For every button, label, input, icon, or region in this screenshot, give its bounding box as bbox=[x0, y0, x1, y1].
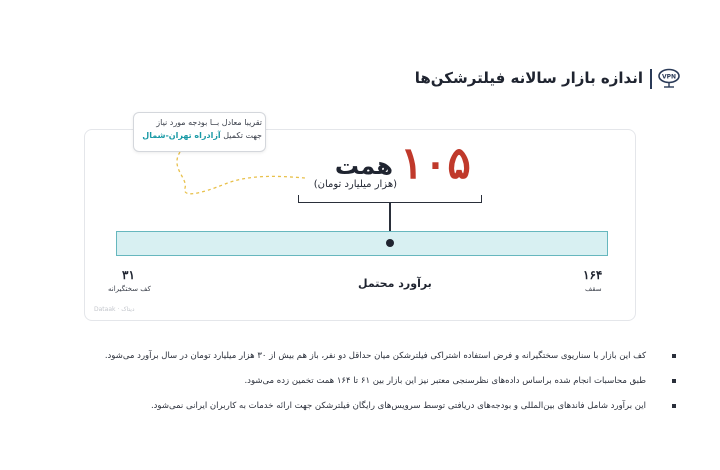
title-divider bbox=[650, 69, 652, 89]
list-item: این برآورد شامل فاندهای بین‌المللی و بودجه‌های دریافتی توسط سرویس‌های رایگان فیلترشکن جهت ارائه خدمات به کاربران ایرانی نمی‌شود. bbox=[56, 400, 676, 425]
range-min-label: کف سختگیرانه bbox=[108, 285, 151, 293]
dotted-curve-decoration bbox=[170, 150, 310, 200]
list-item: کف این بازار با سناریوی سختگیرانه و فرض استفاده اشتراکی فیلترشکن میان حداقل دو نفر، باز هم بیش از ۳۰ هزار میلیارد تومان در سال برآورد می‌شود. bbox=[56, 350, 676, 375]
estimate-marker bbox=[386, 239, 394, 247]
watermark: Dataak · دیتاک bbox=[94, 306, 135, 313]
range-bar bbox=[116, 231, 608, 256]
range-max-value: ۱۶۴ bbox=[583, 268, 603, 282]
vpn-logo-icon bbox=[658, 67, 680, 89]
range-min-value: ۳۱ bbox=[122, 268, 135, 282]
estimate-unit: همت bbox=[334, 152, 393, 180]
vpn-logo-svg bbox=[658, 67, 680, 89]
logo-text: VPN bbox=[661, 73, 677, 81]
estimate-unit-sub: (هزار میلیارد تومان) bbox=[313, 179, 397, 190]
callout-line-1: تقریبا معادل بــا بودجه مورد نیاز bbox=[156, 118, 262, 127]
estimate-label: برآورد محتمل bbox=[358, 277, 432, 290]
page-title: اندازه بازار سالانه فیلترشکن‌ها bbox=[414, 69, 643, 87]
callout-prefix: جهت تکمیل bbox=[220, 131, 262, 140]
estimate-value: ۱۰۵ bbox=[400, 138, 471, 189]
callout-line-2 bbox=[142, 131, 262, 140]
callout-highlight: آزادراه تهران-شمال bbox=[142, 131, 221, 140]
estimate-bracket bbox=[298, 195, 482, 203]
notes-list bbox=[56, 350, 676, 425]
list-item: طبق محاسبات انجام شده براساس داده‌های نظرسنجی معتبر نیز این بازار بین ۶۱ تا ۱۶۴ همت تخمین زده می‌شود. bbox=[56, 375, 676, 400]
range-max-label: سقف bbox=[585, 285, 602, 293]
